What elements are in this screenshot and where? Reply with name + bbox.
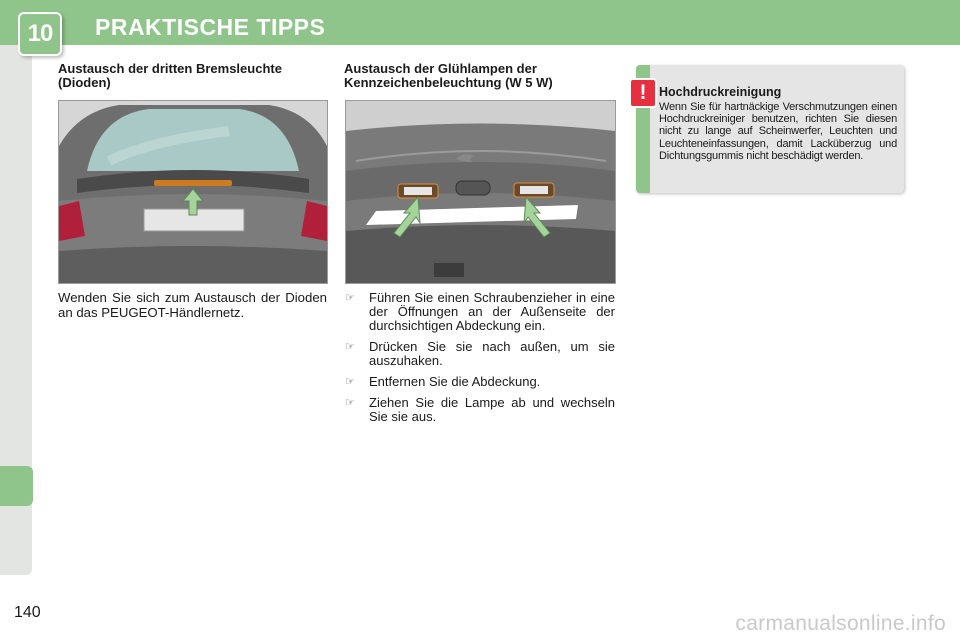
plate-light-illustration — [345, 100, 616, 284]
list-item: ☞ Führen Sie einen Schraubenzieher in eine der Öffnungen an der Außenseite der durchsichtigen Abdeckung ein. — [345, 290, 615, 333]
list-item: ☞ Ziehen Sie die Lampe ab und wechseln Sie sie aus. — [345, 395, 615, 424]
chapter-side-tab — [0, 466, 33, 506]
instruction-list — [345, 291, 615, 431]
brake-light-paragraph: Wenden Sie sich zum Austausch der Dioden an das PEUGEOT-Händlernetz. — [58, 290, 327, 320]
brake-light-heading: Austausch der dritten Bremsleuchte (Dioden) — [58, 61, 282, 90]
brake-light-illustration — [58, 100, 328, 284]
watermark: carmanualsonline.info — [735, 612, 946, 635]
exclamation-icon: ! — [629, 78, 657, 108]
tip-text: Wenn Sie für hartnäckige Verschmutzungen einen Hochdruckreiniger benutzen, richten Sie diesen nicht zu lange auf Scheinwerfer, Leuchten und Leuchteneinfassungen, damit Lacküberzug und Dichtungsgummis nicht beschädigt werden. — [659, 101, 897, 162]
plate-light-heading: Austausch der Glühlampen der Kennzeichenbeleuchtung (W 5 W) — [344, 61, 553, 90]
list-item: ☞ Drücken Sie sie nach außen, um sie auszuhaken. — [345, 339, 615, 368]
chapter-badge: 10 — [18, 12, 62, 56]
tip-title: Hochdruckreinigung — [659, 85, 782, 99]
pointing-hand-icon: ☞ — [345, 292, 355, 304]
pointing-hand-icon: ☞ — [345, 341, 355, 353]
page-number: 140 — [14, 604, 41, 621]
list-item: ☞ Entfernen Sie die Abdeckung. — [345, 374, 541, 389]
pointing-hand-icon: ☞ — [345, 397, 355, 409]
pointing-hand-icon: ☞ — [345, 376, 355, 388]
page-title: PRAKTISCHE TIPPS — [95, 14, 326, 40]
